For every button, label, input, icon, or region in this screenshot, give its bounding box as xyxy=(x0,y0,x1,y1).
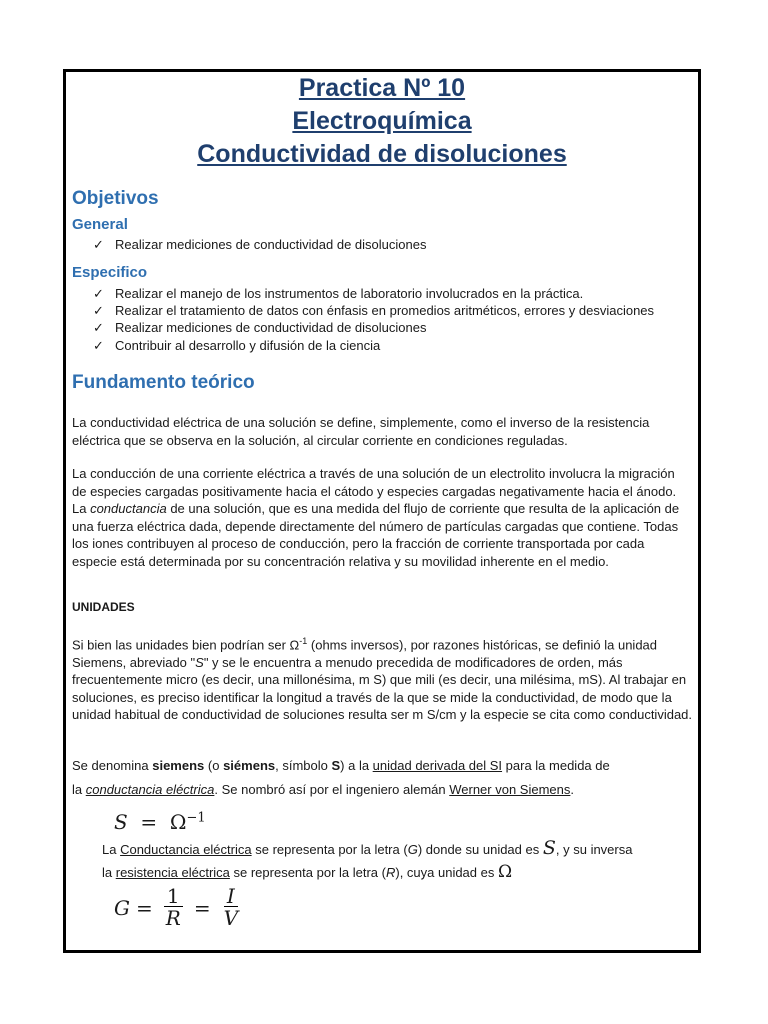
check-icon: ✓ xyxy=(93,303,104,318)
subject-title: Electroquímica xyxy=(292,107,472,135)
conductance-formula: G = $\frac{1}{R}$ = $\frac{I}{V}$ xyxy=(114,886,245,929)
check-icon: ✓ xyxy=(93,286,104,301)
fraction-one-over-r: $\frac{1}{R}$ xyxy=(165,884,181,930)
general-item: ✓ Realizar mediciones de conductividad de disoluciones xyxy=(93,237,427,252)
siemens-definition-line2: la conductancia eléctrica. Se nombró así por el ingeniero alemán Werner von Siemens. xyxy=(72,782,575,797)
resistencia-link[interactable]: resistencia eléctrica xyxy=(115,865,230,880)
check-icon: ✓ xyxy=(93,320,104,335)
si-derived-unit-link[interactable]: unidad derivada del SI xyxy=(372,758,503,773)
general-heading: General xyxy=(72,216,128,233)
check-icon: ✓ xyxy=(93,338,104,353)
check-icon: ✓ xyxy=(93,237,104,252)
fundamento-paragraph-1: La conductividad eléctrica de una solución se define, simplemente, como el inverso de la resistencia eléctrica que se observa en la solución, al circular corriente en condiciones reguladas. xyxy=(72,415,650,448)
siemens-definition-line1: Se denomina siemens (o siémens, símbolo S) a la unidad derivada del SI para la medida de xyxy=(72,758,610,773)
conductancia-line: La Conductancia eléctrica se representa por la letra (G) donde su unidad es S, y su inversa xyxy=(102,837,633,859)
especifico-heading: Especifico xyxy=(72,264,148,281)
practice-number-title: Practica Nº 10 xyxy=(298,74,466,102)
especifico-item: ✓ Realizar el manejo de los instrumentos de laboratorio involucrados en la práctica. xyxy=(93,286,584,301)
especifico-item: ✓ Contribuir al desarrollo y difusión de la ciencia xyxy=(93,338,381,353)
conductancia-link[interactable]: Conductancia eléctrica xyxy=(120,842,252,857)
fundamento-paragraph-2: La conducción de una corriente eléctrica a través de una solución de un electrolito involucra la migración de especies cargadas positivamente hacia el cátodo y especies cargadas negativamente hacia el ánodo. La conductancia de una solución, que es una medida del flujo de corriente que resulta de la aplicación de una fuerza eléctrica dada, depende directamente del número de partículas cargadas que contiene. Todas los iones contribuyen al proceso de conducción, pero la fracción de corriente transportada por cada especie está determinada por su concentración relativa y su movilidad inherente en el medio. xyxy=(72,466,680,569)
siemens-formula: $S = \Omega^{-1}$ xyxy=(114,810,206,834)
unidades-heading: UNIDADES xyxy=(72,600,135,614)
unidades-paragraph: Si bien las unidades bien podrían ser $\Omega^{-1}$ (ohms inversos), por razones históricas, se definió la unidad Siemens, abreviado "S" y se le encuentra a menudo precedida de modificadores de orden, más frecuentemente micro (es decir, una millonésima, m S) que mili (es decir, una milésima, mS). Al trabajar en soluciones, es preciso identificar la longitud a través de la que se mide la conductividad, de modo que la unidad habitual de conductividad de soluciones resulta ser m S/cm y la especie se cita como conductividad. xyxy=(72,636,693,723)
especifico-item: ✓ Realizar mediciones de conductividad de disoluciones xyxy=(93,320,427,335)
topic-title: Conductividad de disoluciones xyxy=(197,140,567,168)
werner-von-siemens-link[interactable]: Werner von Siemens xyxy=(449,782,571,797)
objetivos-heading: Objetivos xyxy=(72,188,159,209)
resistencia-line: la resistencia eléctrica se representa por la letra (R), cuya unidad es Ω xyxy=(102,862,513,882)
fundamento-heading: Fundamento teórico xyxy=(72,372,255,393)
especifico-item: ✓ Realizar el tratamiento de datos con énfasis en promedios aritméticos, errores y desviaciones xyxy=(93,303,655,318)
fraction-i-over-v: $\frac{I}{V}$ xyxy=(223,884,239,930)
conductancia-electrica-link[interactable]: conductancia eléctrica xyxy=(85,782,215,797)
